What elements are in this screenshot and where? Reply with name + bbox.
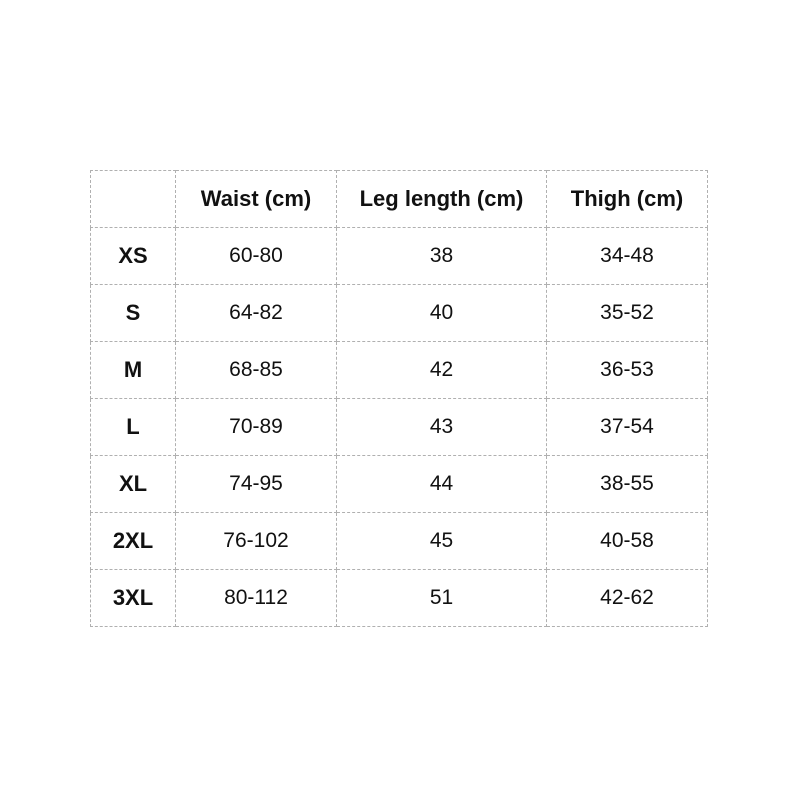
waist-value: 70-89 xyxy=(176,399,337,456)
header-cell-leg-length: Leg length (cm) xyxy=(337,171,547,228)
table-row xyxy=(91,513,708,570)
leg-length-value: 38 xyxy=(337,228,547,285)
waist-value: 74-95 xyxy=(176,456,337,513)
size-label: XS xyxy=(91,228,176,285)
waist-value: 80-112 xyxy=(176,570,337,627)
size-label: S xyxy=(91,285,176,342)
header-cell-thigh: Thigh (cm) xyxy=(547,171,708,228)
header-cell-waist: Waist (cm) xyxy=(176,171,337,228)
leg-length-value: 40 xyxy=(337,285,547,342)
size-label: M xyxy=(91,342,176,399)
waist-value: 76-102 xyxy=(176,513,337,570)
thigh-value: 42-62 xyxy=(547,570,708,627)
size-chart-table xyxy=(90,170,708,627)
thigh-value: 38-55 xyxy=(547,456,708,513)
waist-value: 68-85 xyxy=(176,342,337,399)
table-row xyxy=(91,342,708,399)
thigh-value: 37-54 xyxy=(547,399,708,456)
thigh-value: 36-53 xyxy=(547,342,708,399)
leg-length-value: 45 xyxy=(337,513,547,570)
header-cell-empty xyxy=(91,171,176,228)
leg-length-value: 51 xyxy=(337,570,547,627)
size-label: 2XL xyxy=(91,513,176,570)
size-label: 3XL xyxy=(91,570,176,627)
thigh-value: 35-52 xyxy=(547,285,708,342)
table-row xyxy=(91,456,708,513)
table-row xyxy=(91,570,708,627)
size-label: XL xyxy=(91,456,176,513)
table-row xyxy=(91,285,708,342)
table-row xyxy=(91,399,708,456)
waist-value: 60-80 xyxy=(176,228,337,285)
thigh-value: 40-58 xyxy=(547,513,708,570)
thigh-value: 34-48 xyxy=(547,228,708,285)
header-row xyxy=(91,171,708,228)
size-label: L xyxy=(91,399,176,456)
leg-length-value: 42 xyxy=(337,342,547,399)
table-row xyxy=(91,228,708,285)
leg-length-value: 44 xyxy=(337,456,547,513)
leg-length-value: 43 xyxy=(337,399,547,456)
waist-value: 64-82 xyxy=(176,285,337,342)
